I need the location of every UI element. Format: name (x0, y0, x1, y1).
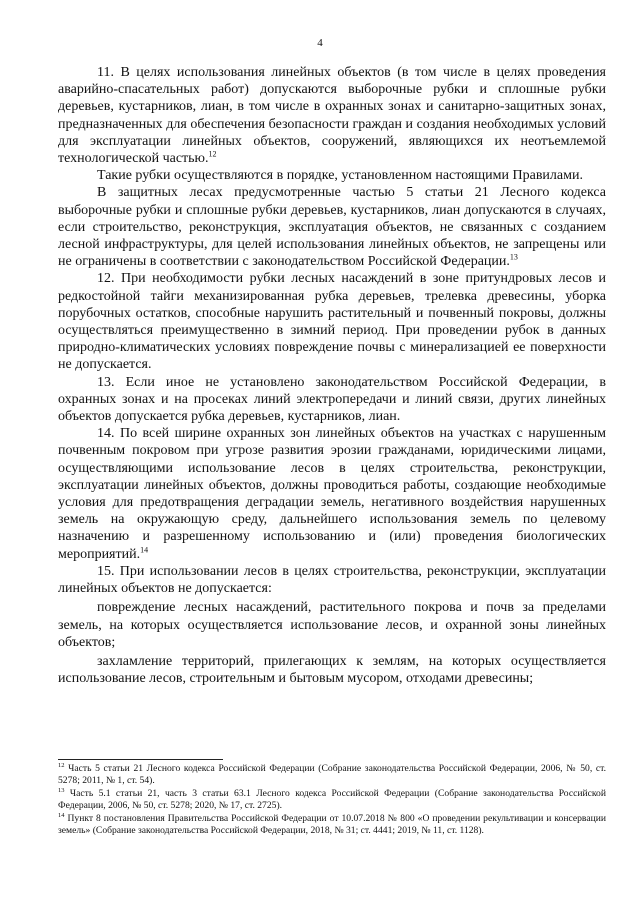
footnotes (58, 763, 606, 837)
footnote-text: Часть 5 статьи 21 Лесного кодекса Российской Федерации (Собрание законодательства Российской Федерации, 2006, № 50, ст. 5278; 2011, № 1, ст. 54). (58, 763, 606, 787)
page-number: 4 (317, 37, 323, 49)
paragraph-text: Такие рубки осуществляются в порядке, установленном настоящими Правилами. (97, 168, 583, 184)
paragraph-text: повреждение лесных насаждений, растительного покрова и почв за пределами земель, на которых осуществляется использование лесов, и охранной зоны линейных объектов; (58, 600, 606, 650)
footnote-number: 12 (58, 761, 65, 769)
footnote-number: 13 (58, 786, 65, 794)
footnote-ref: 14 (140, 545, 149, 555)
paragraph-text: В защитных лесах предусмотренные частью 5 статьи 21 Лесного кодекса выборочные рубки и сплошные рубки деревьев, кустарников, лиан допускаются в случаях, если строительство, реконструкция, эксплуатация объектов, не связанных с созданием лесной инфраструктуры, для целей использования линейных объектов, не запрещены или не ограничены в соответствии с законодательством Российской Федерации. (58, 185, 606, 270)
paragraph-text: 14. По всей ширине охранных зон линейных объектов на участках с нарушенным почвенным покровом при угрозе развития эрозии гражданами, юридическими лицами, осуществляющими использование лесов в целях строительства, реконструкции, эксплуатации линейных объектов, должны проводиться работы, создающие необходимые условия для предотвращения деградации земель, негативного воздействия нарушенных земель на окружающую среду, дальнейшего использования земель по целевому назначению и разрешенному использованию и (или) проведения биологических мероприятий. (58, 426, 606, 562)
paragraph (58, 599, 606, 651)
footnote-number: 14 (58, 811, 65, 819)
paragraph-text: 15. При использовании лесов в целях строительства, реконструкции, эксплуатации линейных объектов не допускается: (58, 563, 606, 597)
footnote-ref: 13 (509, 252, 518, 262)
footnote-text: Пункт 8 постановления Правительства Российской Федерации от 10.07.2018 № 800 «О проведении рекультивации и консервации земель» (Собрание законодательства Российской Федерации, 2018, № 31; ст. 4441; 2019, № 11, ст. 1128). (58, 812, 606, 837)
footnote (58, 813, 606, 838)
paragraph-text: 11. В целях использования линейных объектов (в том числе в целях проведения аварийно-спасательных работ) допускаются выборочные рубки и сплошные рубки деревьев, кустарников, лиан, в том числе в охранных зонах и санитарно-защитных зонах, предназначенных для обеспечения безопасности граждан и создания необходимых условий для эксплуатации линейных объектов, сооружений, являющихся их неотъемлемой технологической частью. (58, 65, 606, 167)
paragraph-text: 12. При необходимости рубки лесных насаждений в зоне притундровых лесов и редкостойной тайги механизированная рубка деревьев, трелевка древесины, уборка порубочных остатков, способные нарушить растительный и почвенный покровы, должны осуществляться преимущественно в зимний период. При проведении рубок в данных природно-климатических условиях повреждение почвы с минерализацией ее поверхности не допускается. (58, 271, 606, 373)
paragraph (58, 425, 606, 563)
paragraph-text: захламление территорий, прилегающих к землям, на которых осуществляется использование лесов, строительным и бытовым мусором, отходами древесины; (58, 653, 606, 687)
footnote (58, 763, 606, 788)
paragraph (58, 653, 606, 687)
paragraph-text: 13. Если иное не установлено законодательством Российской Федерации, в охранных зонах и на просеках линий электропередачи и линий связи, других линейных объектов допускается рубка деревьев, кустарников, лиан. (58, 374, 606, 425)
footnote-ref: 12 (208, 149, 217, 159)
footnote-separator (58, 759, 223, 760)
paragraph (58, 563, 606, 597)
footnote-text: Часть 5.1 статьи 21, часть 3 статьи 63.1 Лесного кодекса Российской Федерации (Собрание законодательства Российской Федерации, 2006, № 50, ст. 5278; 2020, № 17, ст. 2725). (58, 787, 606, 812)
paragraph (58, 374, 606, 426)
paragraph (58, 167, 606, 184)
paragraph (58, 64, 606, 167)
paragraph (58, 270, 606, 373)
body-text (58, 64, 606, 687)
footnote (58, 788, 606, 813)
paragraph (58, 184, 606, 270)
